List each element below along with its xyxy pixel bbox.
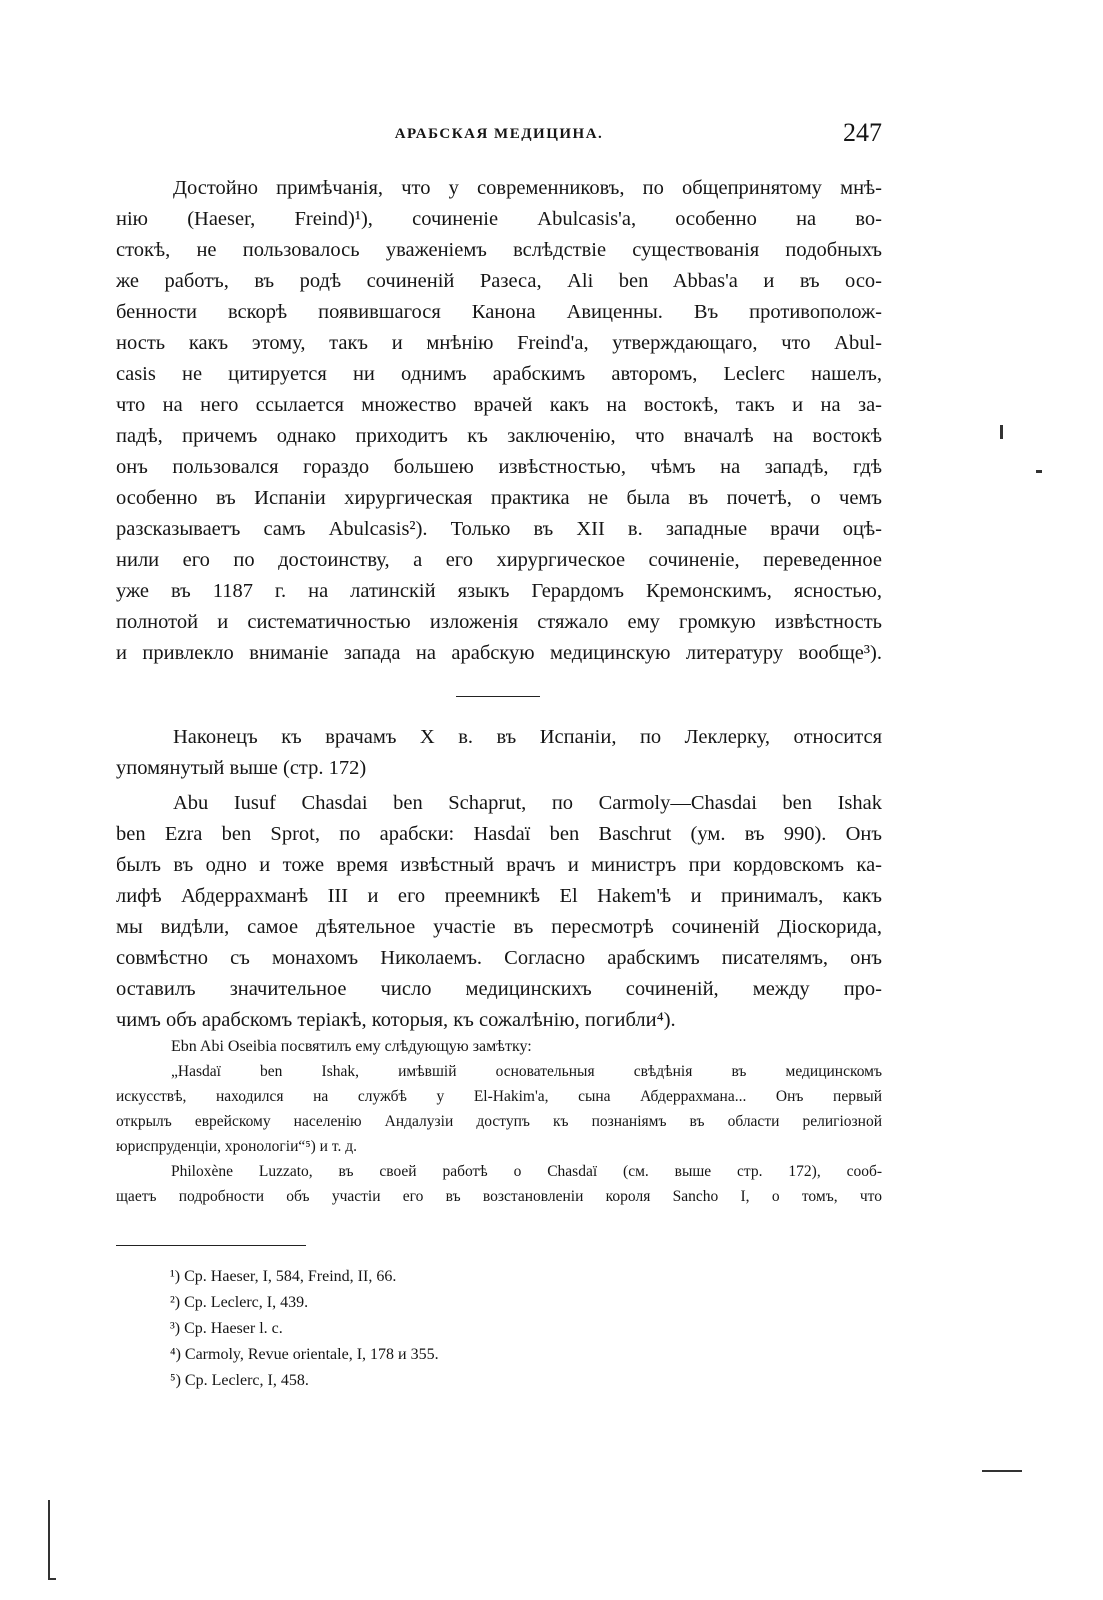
footnote: ⁴) Carmoly, Revue orientale, I, 178 и 355. <box>170 1346 439 1363</box>
footnote: ³) Ср. Haeser l. с. <box>170 1320 283 1337</box>
text-line: Ebn Abi Oseibia посвятилъ ему слѣдующую замѣтку: <box>171 1038 532 1055</box>
text-line: особенно въ Испаніи хирургическая практика не была въ почетѣ, о чемъ <box>116 487 882 509</box>
text-line: чимъ объ арабскомъ теріакѣ, которыя, къ сожалѣнію, погибли⁴). <box>116 1009 676 1031</box>
text-line: полнотой и систематичностью изложенія стяжало ему громкую извѣстность <box>116 611 882 633</box>
paragraph-quotation <box>116 1034 882 1209</box>
footnote: ⁵) Ср. Leclerc, I, 458. <box>170 1372 309 1389</box>
section-separator <box>456 696 540 697</box>
page-number: 247 <box>843 118 882 147</box>
text-line: упомянутый выше (стр. 172) <box>116 757 367 779</box>
footnotes <box>170 1264 670 1394</box>
scan-mark <box>982 1470 1022 1472</box>
text-line: Philoxène Luzzato, въ своей работѣ о Chasdaï (см. выше стр. 172), сооб- <box>171 1163 882 1180</box>
text-line: ben Ezra ben Sprot, по арабски: Hasdaï ben Baschrut (ум. въ 990). Онъ <box>116 823 882 845</box>
text-line: совмѣстно съ монахомъ Николаемъ. Согласно арабскимъ писателямъ, онъ <box>116 947 882 969</box>
text-line: разсказываетъ самъ Abulcasis²). Только въ XII в. западные врачи оцѣ- <box>116 518 882 540</box>
scan-mark <box>1000 425 1003 439</box>
text-line: и привлекло вниманіе запада на арабскую медицинскую литературу вообще³). <box>116 642 882 664</box>
footnote: ²) Ср. Leclerc, I, 439. <box>170 1294 309 1311</box>
text-line: падѣ, причемъ однако приходитъ къ заключенію, что вначалѣ на востокѣ <box>116 425 882 447</box>
text-line: же работъ, въ родѣ сочиненій Разеса, Ali ben Abbas'а и въ осо- <box>116 270 882 292</box>
paragraph-abulcasis <box>116 173 882 669</box>
text-line: уже въ 1187 г. на латинскій языкъ Герардомъ Кремонскимъ, ясностью, <box>116 580 882 602</box>
text-line: Достойно примѣчанія, что у современниковъ, по общепринятому мнѣ- <box>173 177 882 199</box>
text-line: щаетъ подробности объ участіи его въ возстановленіи короля Sancho I, о томъ, что <box>116 1188 882 1205</box>
scan-mark <box>48 1500 50 1580</box>
text-line: нію (Haeser, Freind)¹), сочиненіе Abulcasis'а, особенно на во- <box>116 208 882 230</box>
paragraph-chasdai <box>116 788 882 1036</box>
text-line: нили его по достоинству, а его хирургическое сочиненіе, переведенное <box>116 549 882 571</box>
text-line: лифѣ Абдеррахманѣ III и его преемникѣ El Hakem'ѣ и принималъ, какъ <box>116 885 882 907</box>
text-line: оставилъ значительное число медицинскихъ сочиненій, между про- <box>116 978 882 1000</box>
text-line: бенности вскорѣ появившагося Канона Авиценны. Въ противополож- <box>116 301 882 323</box>
text-line: casis не цитируется ни однимъ арабскимъ авторомъ, Leclerc нашелъ, <box>116 363 882 385</box>
text-line: искусствѣ, находился на службѣ у El-Hakim'а, сына Абдеррахмана... Онъ первый <box>116 1088 882 1105</box>
text-line: стокѣ, не пользовалось уваженіемъ вслѣдствіе существованія подобныхъ <box>116 239 882 261</box>
page-header <box>116 118 882 158</box>
scan-mark <box>48 1578 56 1580</box>
text-line: мы видѣли, самое дѣятельное участіе въ пересмотрѣ сочиненій Діоскорида, <box>116 916 882 938</box>
text-line: „Hasdaï ben Ishak, имѣвшій основательныя свѣдѣнія въ медицинскомъ <box>171 1063 882 1080</box>
running-title: АРАБСКАЯ МЕДИЦИНА. <box>394 126 604 142</box>
text-line: ность какъ этому, такъ и мнѣнію Freind'а, утверждающаго, что Abul- <box>116 332 882 354</box>
scan-mark <box>1036 470 1042 473</box>
footnote-rule <box>116 1245 306 1246</box>
footnote: ¹) Ср. Haeser, I, 584, Freind, II, 66. <box>170 1268 397 1285</box>
paragraph-leclerc <box>116 722 882 784</box>
text-line: былъ въ одно и тоже время извѣстный врачъ и министръ при кордовскомъ ка- <box>116 854 882 876</box>
text-line: онъ пользовался гораздо большею извѣстностью, чѣмъ на западѣ, гдѣ <box>116 456 882 478</box>
text-line: что на него ссылается множество врачей какъ на востокѣ, такъ и на за- <box>116 394 882 416</box>
text-line: открылъ еврейскому населенію Андалузіи доступъ къ познаніямъ въ области религіозной <box>116 1113 882 1130</box>
text-line: Abu Iusuf Chasdai ben Schaprut, по Carmoly—Chasdai ben Ishak <box>173 792 882 814</box>
text-line: Наконецъ къ врачамъ X в. въ Испаніи, по Леклерку, относится <box>173 726 882 748</box>
text-line: юриспруденціи, хронологіи“⁵) и т. д. <box>116 1138 357 1155</box>
